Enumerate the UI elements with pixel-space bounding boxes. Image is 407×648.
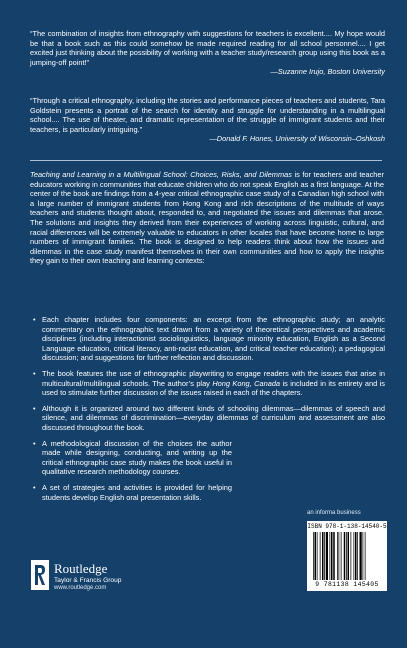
quote-attribution: —Donald F. Hones, University of Wisconsin–Oshkosh	[209, 134, 385, 144]
feature-item	[33, 439, 232, 477]
routledge-logo-icon	[31, 560, 49, 590]
feature-text: Each chapter includes four components: an excerpt from the ethnographic study; an analytic commentary on the ethnographic text drawn from a variety of theoretical perspectives and academic disciplines (including interactionist sociolinguistics, language minority education, English as a Second Language education, critical literacy, anti-racist education, and critical teacher education); a pedagogical discussion; and suggestions for further reflection and discussion.	[42, 315, 385, 363]
publisher-block	[54, 562, 121, 592]
publisher-name: Routledge	[54, 561, 108, 576]
quote-text: “Through a critical ethnography, including the stories and performance pieces of teachers and students, Tara Goldstein presents a portrait of the search for identity and struggle for understanding in a multilingual school.... The use of theater, and dramatic representation of the struggle of immigrant students and their teachers, is particularly intriguing.”	[30, 96, 385, 134]
feature-item	[33, 369, 385, 398]
book-description	[30, 170, 384, 266]
feature-text: The book features the use of ethnographic playwriting to engage readers with the issues that arise in multicultural/multilingual schools. The author’s play	[42, 368, 385, 388]
informa-tagline: an informa business	[307, 510, 361, 516]
barcode-icon	[313, 532, 381, 580]
play-title: Hong Kong, Canada	[212, 378, 281, 388]
publisher-website[interactable]: www.routledge.com	[54, 585, 107, 591]
book-title: Teaching and Learning in a Multilingual School: Choices, Risks, and Dilemmas	[30, 170, 292, 179]
section-divider	[30, 160, 382, 161]
feature-item	[33, 315, 385, 363]
barcode-digits: 9 781138 145405	[315, 581, 379, 588]
feature-text: A set of strategies and activities is provided for helping students develop English oral presentation skills.	[42, 482, 232, 502]
feature-text: Although it is organized around two different kinds of schooling dilemmas—dilemmas of speech and silence, and dilemmas of discrimination—everyday dilemmas of curriculum and assessment are also discussed throughout the book.	[42, 403, 385, 432]
quote-text: “The combination of insights from ethnography with suggestions for teachers is excellent.... My hope would be that a book such as this could somehow be made required reading for all school personnel.... I get excited just thinking about the possibility of working with a teacher study/research group using this book as a jumping-off point!”	[30, 29, 385, 67]
endorsement-quote-1	[30, 29, 385, 77]
feature-list	[33, 315, 385, 508]
feature-item	[33, 404, 385, 433]
barcode-panel	[307, 521, 387, 591]
isbn-label: ISBN 978-1-138-14540-5	[307, 523, 387, 530]
feature-item	[33, 483, 232, 502]
endorsement-quote-2	[30, 96, 385, 144]
publisher-group: Taylor & Francis Group	[54, 577, 122, 584]
feature-text: is included in its entirety and is used to stimulate further discussion of the issues raised in each of the chapters.	[42, 378, 385, 398]
quote-attribution: —Suzanne Irujo, Boston University	[270, 67, 385, 77]
feature-text: A methodological discussion of the choices the author made while designing, conducting, and writing up the critical ethnographic case study makes the book useful in qualitative research methodology courses.	[42, 438, 232, 477]
description-body: is for teachers and teacher educators working in communities that educate children who do not speak English as a first language. At the center of the book are findings from a 4-year critical ethnographic case study of a Canadian high school with a large number of immigrant students from Hong Kong and rich descriptions of the multitude of ways teachers and students thought about, responded to, and negotiated the issues and dilemmas that arose. The solutions and insights they derived from their experiences of working across linguistic, cultural, and racial differences will be extremely valuable to educators in other locales that have become home to large numbers of immigrant families. The book is designed to help readers think about how the issues and dilemmas in the case study manifest themselves in their own communities and how to apply the insights they gain to their own teaching and learning contexts:	[30, 170, 384, 266]
